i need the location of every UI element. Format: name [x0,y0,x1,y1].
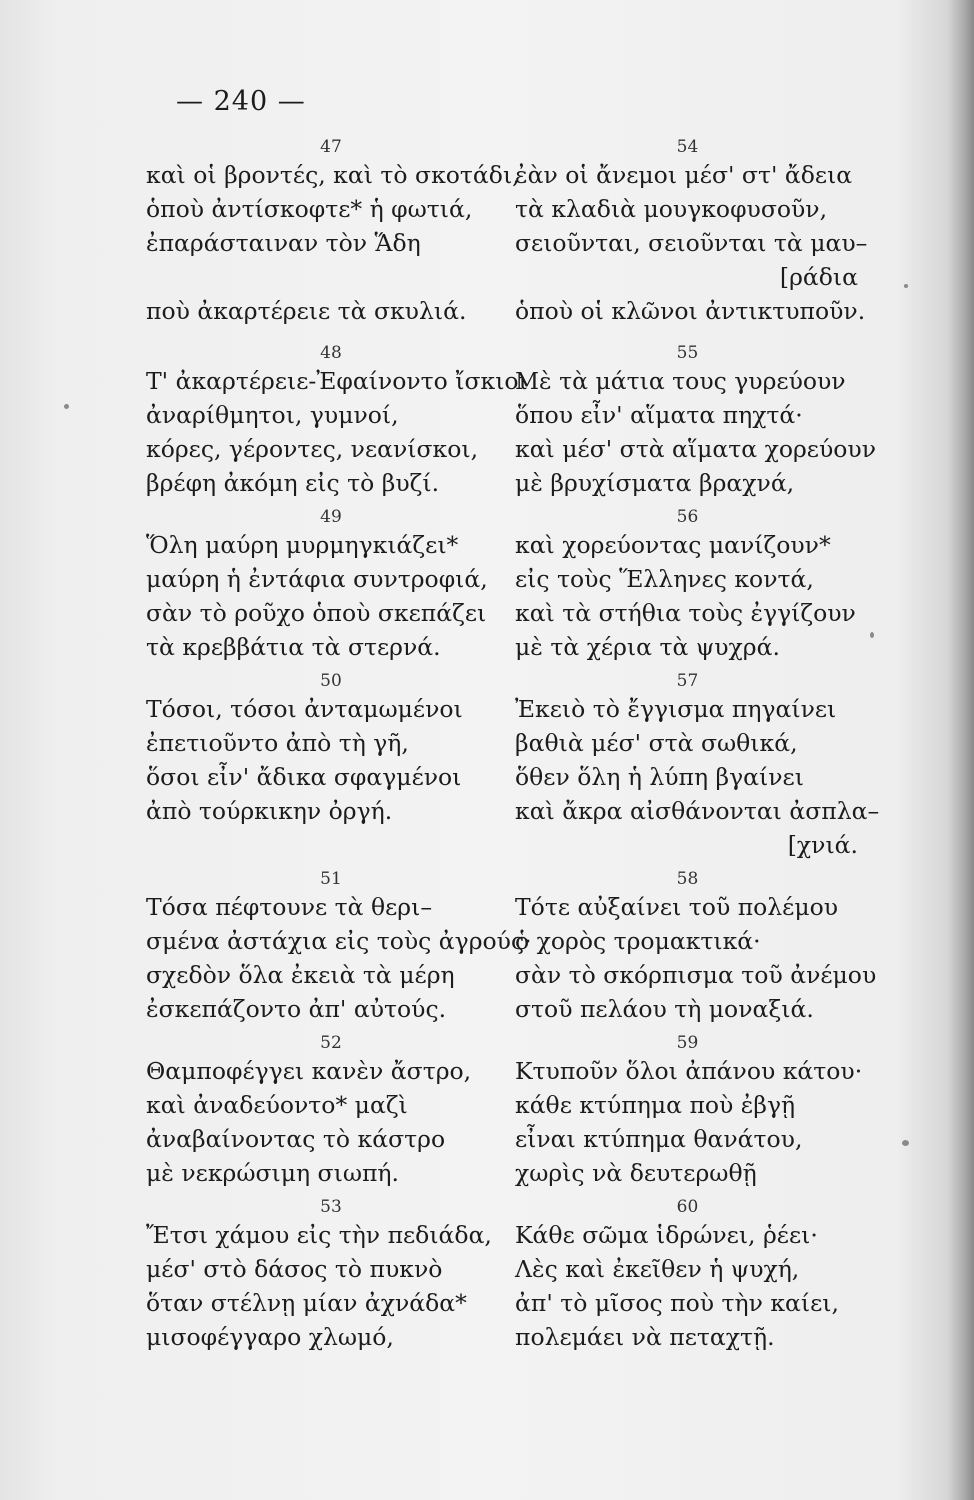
verse-line: ἐπετιοῦντο ἀπὸ τὴ γῆ, [146,729,409,757]
verse-line [146,260,516,294]
verse-line: μισοφέγγαρο χλωμό, [146,1323,394,1351]
stanza-number: 52 [320,1033,342,1053]
stanza-number: 56 [676,507,699,527]
verse-line: ὅπου εἶν' αἵματα πηχτά· [515,401,803,429]
verse-line: στοῦ πελάου τὴ μοναξιά. [515,995,814,1023]
verse-line: ἐὰν οἱ ἄνεμοι μέσ' στ' ἄδεια [515,161,853,189]
stanza [515,136,868,328]
verse-line: τὰ κλαδιὰ μουγκοφυσοῦν, [515,195,828,223]
verse-line: ὅθεν ὅλη ἡ λύπη βγαίνει [515,763,804,791]
page-edge-shadow [948,0,974,1500]
stanza-number: 59 [676,1033,699,1053]
verse-line: εἰς τοὺς Ἕλληνες κοντά, [515,565,814,593]
verse-line: Τότε αὐξαίνει τοῦ πολέμου [515,893,839,921]
verse-line: Μὲ τὰ μάτια τους γυρεύουν [515,367,846,395]
verse-line-continuation: [ράδια [779,263,858,291]
verse-line: καὶ ἄκρα αἰσθάνονται ἀσπλα– [515,797,880,825]
verse-line: ὅσοι εἶν' ἄδικα σφαγμένοι [146,763,462,791]
verse-line: σχεδὸν ὅλα ἐκειὰ τὰ μέρη [146,961,455,989]
verse-line: ἐπαράσταιναν τὸν Ἅδη [146,229,421,257]
verse-line: καὶ τὰ στήθια τοὺς ἐγγίζουν [515,599,856,627]
stanza-number: 50 [320,671,342,691]
verse-line-continuation: [χνιά. [787,831,858,859]
stanza-number: 55 [676,343,699,363]
stanza [146,342,528,500]
ink-speck [902,1140,909,1146]
verse-line: μαύρη ἡ ἐντάφια συντροφιά, [146,565,488,593]
verse-line: κόρες, γέροντες, νεανίσκοι, [146,435,479,463]
verse-line: Ἐκειὸ τὸ ἔγγισμα πηγαίνει [515,695,837,723]
verse-line: καὶ μέσ' στὰ αἵματα χορεύουν [515,435,876,463]
stanza [515,506,860,664]
verse-line: ἀπὸ τούρκικην ὀργή. [146,797,393,825]
stanza-number: 51 [320,869,342,889]
verse-line: κάθε κτύπημα ποὺ ἐβγῇ [515,1091,796,1119]
verse-line: Τόσοι, τόσοι ἀνταμωμένοι [146,695,463,723]
verse-line: Κτυποῦν ὅλοι ἀπάνου κάτου· [515,1057,863,1085]
verse-line: μὲ βρυχίσματα βραχνά, [515,469,795,497]
stanza-number: 57 [676,671,699,691]
verse-line: ὁ χορὸς τρομακτικά· [515,927,761,955]
stanza [146,1196,516,1354]
verse-line: καὶ ἀναδεύοντο* μαζὶ [146,1091,408,1119]
verse-line: Κάθε σῶμα ἱδρώνει, ῥέει· [515,1221,818,1249]
verse-line: βαθιὰ μέσ' στὰ σωθικά, [515,729,798,757]
verse-line: ὅταν στέλνῃ μίαν ἀχνάδα* [146,1289,467,1317]
verse-line: ἀναρίθμητοι, γυμνοί, [146,401,399,429]
verse-line: τὰ κρεββάτια τὰ στερνά. [146,633,441,661]
verse-line: μὲ τὰ χέρια τὰ ψυχρά. [515,633,780,661]
stanza [146,1032,516,1190]
verse-line: πολεμάει νὰ πεταχτῇ. [515,1323,775,1351]
verse-line: εἶναι κτύπημα θανάτου, [515,1125,803,1153]
verse-line: καὶ χορεύοντας μανίζουν* [515,531,831,559]
verse-line: ὁποὺ ἀντίσκοφτε* ἡ φωτιά, [146,195,473,223]
verse-line: μὲ νεκρώσιμη σιωπή. [146,1159,399,1187]
verse-line: ἀπ' τὸ μῖσος ποὺ τὴν καίει, [515,1289,839,1317]
ink-speck [904,284,908,288]
stanza-number: 58 [676,869,699,889]
verse-line: καὶ οἱ βροντές, καὶ τὸ σκοτάδι, [146,161,520,189]
stanza-number: 47 [320,137,342,157]
verse-line: Θαμποφέγγει κανὲν ἄστρο, [146,1057,472,1085]
verse-line: Ἔτσι χάμου εἰς τὴν πεδιάδα, [146,1221,492,1249]
ink-speck [64,404,69,409]
stanza [146,506,516,664]
stanza [515,868,877,1026]
verse-line: Τ' ἀκαρτέρειε-Ἐφαίνοντο ἴσκιοι [146,367,528,395]
verse-line: ἀναβαίνοντας τὸ κάστρο [146,1125,446,1153]
stanza-number: 53 [320,1197,342,1217]
verse-line: Λὲς καὶ ἐκεῖθεν ἡ ψυχή, [515,1255,800,1283]
stanza-number: 48 [320,343,342,363]
verse-line: ποὺ ἀκαρτέρειε τὰ σκυλιά. [146,297,467,325]
stanza [146,136,520,328]
verse-line: σὰν τὸ ροῦχο ὁποὺ σκεπάζει [146,599,487,627]
stanza [146,670,516,828]
ink-speck [870,632,874,638]
stanza [515,670,880,862]
stanza [515,1032,863,1190]
verse-line: Ὅλη μαύρη μυρμηγκιάζει* [146,531,459,559]
verse-line: ὁποὺ οἱ κλῶνοι ἀντικτυποῦν. [515,297,866,325]
stanza-number: 49 [320,507,342,527]
stanza [515,1196,860,1354]
verse-line: μέσ' στὸ δάσος τὸ πυκνὸ [146,1255,443,1283]
page-number: — 240 — [176,86,306,117]
stanza [146,868,532,1026]
verse-line: βρέφη ἀκόμη εἰς τὸ βυζί. [146,469,440,497]
stanza-number: 60 [676,1197,699,1217]
verse-line: σειοῦνται, σειοῦνται τὰ μαυ– [515,229,868,257]
verse-line: σὰν τὸ σκόρπισμα τοῦ ἀνέμου [515,961,877,989]
verse-line: ἐσκεπάζοντο ἀπ' αὐτούς. [146,995,447,1023]
stanza [515,342,876,500]
verse-line: χωρὶς νὰ δευτερωθῇ [515,1159,757,1187]
verse-line: σμένα ἀστάχια εἰς τοὺς ἀγρούς· [146,927,532,955]
verse-line: Τόσα πέφτουνε τὰ θερι– [146,893,433,921]
stanza-number: 54 [676,137,699,157]
